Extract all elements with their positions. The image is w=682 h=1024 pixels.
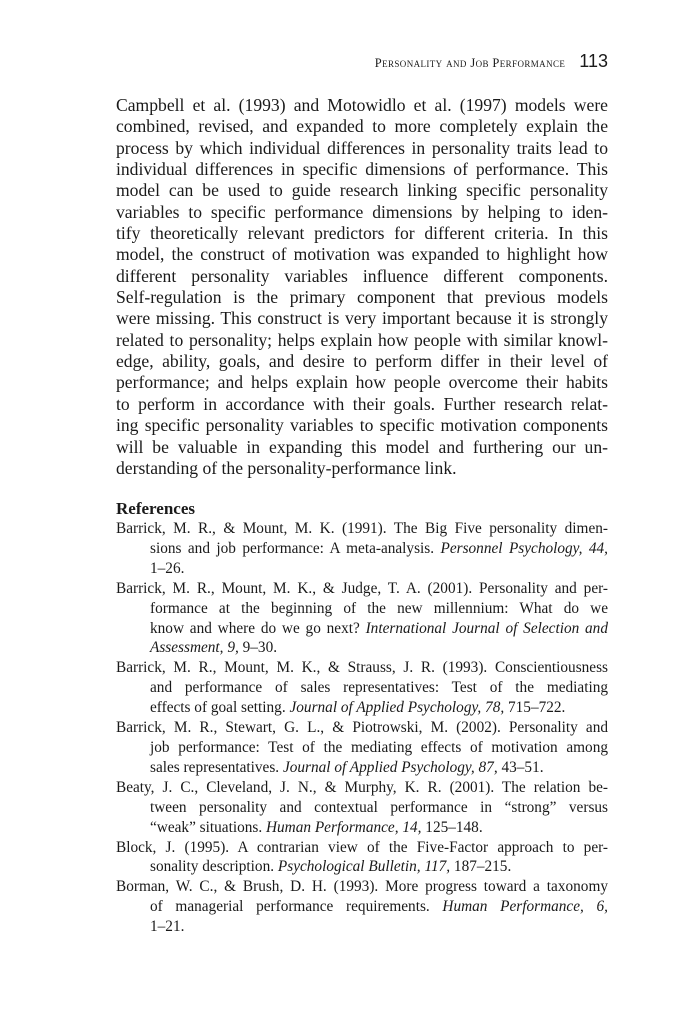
body-line: process by which individual differences in personality traits lead to: [116, 137, 608, 158]
reference-text: 715–722.: [504, 699, 566, 717]
body-line: were missing. This construct is very important because it is strongly: [116, 308, 608, 329]
reference-entry: [116, 718, 608, 778]
reference-source-italic: International Journal of Selection and: [365, 619, 608, 637]
reference-text: 43–51.: [497, 758, 544, 776]
reference-line: [116, 838, 608, 858]
reference-line: [116, 877, 608, 897]
reference-text: know and where do we go next?: [150, 619, 366, 637]
reference-line: [116, 718, 608, 738]
body-line: Self-regulation is the primary component that previous models: [116, 287, 608, 308]
reference-text: sales representatives.: [150, 758, 283, 776]
reference-text: 125–148.: [421, 818, 483, 836]
reference-text: 1–26.: [150, 559, 185, 577]
reference-text: Barrick, M. R., Mount, M. K., & Strauss, J. R. (1993). Conscientiousness: [116, 659, 608, 677]
reference-list: [116, 519, 608, 937]
reference-line: [116, 619, 608, 639]
reference-line: [116, 539, 608, 559]
reference-text: sions and job performance: A meta-analysis.: [150, 539, 441, 557]
reference-text: and performance of sales representatives: Test of the mediating: [150, 679, 608, 697]
reference-line: [116, 579, 608, 599]
body-line: will be valuable in expanding this model and furthering our un-: [116, 436, 608, 457]
body-line: Campbell et al. (1993) and Motowidlo et al. (1997) models were: [116, 95, 608, 115]
reference-text: 187–215.: [450, 858, 512, 876]
page-number: 113: [579, 51, 608, 71]
reference-text: job performance: Test of the mediating effects of motivation among: [150, 738, 608, 756]
running-head-title: Personality and Job Performance: [374, 56, 566, 70]
body-line: combined, revised, and expanded to more completely explain the: [116, 116, 608, 137]
reference-entry: [116, 838, 608, 878]
body-line: variables to specific performance dimensions by helping to iden-: [116, 201, 608, 222]
body-line: tify theoretically relevant predictors for different criteria. In this: [116, 223, 608, 244]
reference-source-italic: Journal of Applied Psychology, 78,: [289, 699, 505, 717]
reference-text: sonality description.: [150, 858, 278, 876]
reference-line: [116, 599, 608, 619]
body-paragraph: [116, 95, 608, 479]
reference-line: [116, 698, 608, 718]
reference-text: Borman, W. C., & Brush, D. H. (1993). More progress toward a taxonomy: [116, 878, 608, 896]
reference-entry: [116, 579, 608, 659]
reference-line: [116, 638, 608, 658]
reference-line: [116, 857, 608, 877]
reference-text: Block, J. (1995). A contrarian view of the Five-Factor approach to per-: [116, 838, 608, 856]
reference-entry: [116, 658, 608, 718]
body-line: to perform in accordance with their goals. Further research relat-: [116, 393, 608, 414]
reference-line: [116, 917, 608, 937]
reference-line: [116, 678, 608, 698]
reference-line: [116, 559, 608, 579]
reference-line: [116, 519, 608, 539]
reference-line: [116, 778, 608, 798]
body-line: model can be used to guide research linking specific personality: [116, 180, 608, 201]
body-line: edge, ability, goals, and desire to perform differ in their level of: [116, 351, 608, 372]
reference-line: [116, 798, 608, 818]
reference-entry: [116, 877, 608, 937]
running-head: [375, 51, 608, 72]
reference-source-italic: Assessment, 9,: [150, 639, 239, 657]
reference-text: of managerial performance requirements.: [150, 898, 443, 916]
body-line: different personality variables influence different components.: [116, 265, 608, 286]
reference-text: 9–30.: [238, 639, 278, 657]
reference-source-italic: Human Performance, 14,: [265, 818, 422, 836]
reference-line: [116, 818, 608, 838]
body-line: ing specific personality variables to specific motivation components: [116, 415, 608, 436]
reference-line: [116, 658, 608, 678]
reference-text: formance at the beginning of the new millennium: What do we: [150, 599, 608, 617]
reference-text: Barrick, M. R., Stewart, G. L., & Piotrowski, M. (2002). Personality and: [116, 719, 608, 737]
reference-source-italic: Journal of Applied Psychology, 87,: [282, 758, 498, 776]
body-line: related to personality; helps explain how people with similar knowl-: [116, 329, 608, 350]
body-line: performance; and helps explain how people overcome their habits: [116, 372, 608, 393]
reference-line: [116, 738, 608, 758]
reference-text: effects of goal setting.: [150, 699, 290, 717]
reference-line: [116, 758, 608, 778]
body-line: individual differences in specific dimensions of performance. This: [116, 159, 608, 180]
reference-source-italic: Personnel Psychology, 44,: [440, 539, 608, 557]
reference-text: 1–21.: [150, 918, 185, 936]
references-heading: References: [116, 499, 195, 518]
reference-entry: [116, 778, 608, 838]
reference-text: tween personality and contextual performance in “strong” versus: [150, 798, 608, 816]
reference-text: Barrick, M. R., Mount, M. K., & Judge, T. A. (2001). Personality and per-: [116, 579, 608, 597]
reference-text: “weak” situations.: [150, 818, 266, 836]
body-line: model, the construct of motivation was expanded to highlight how: [116, 244, 608, 265]
reference-text: Barrick, M. R., & Mount, M. K. (1991). The Big Five personality dimen-: [116, 520, 608, 537]
reference-text: Beaty, J. C., Cleveland, J. N., & Murphy, K. R. (2001). The relation be-: [116, 778, 608, 796]
reference-source-italic: Human Performance, 6,: [442, 898, 608, 916]
body-line: derstanding of the personality-performance link.: [116, 457, 457, 478]
reference-entry: [116, 519, 608, 579]
reference-source-italic: Psychological Bulletin, 117,: [277, 858, 451, 876]
reference-line: [116, 897, 608, 917]
